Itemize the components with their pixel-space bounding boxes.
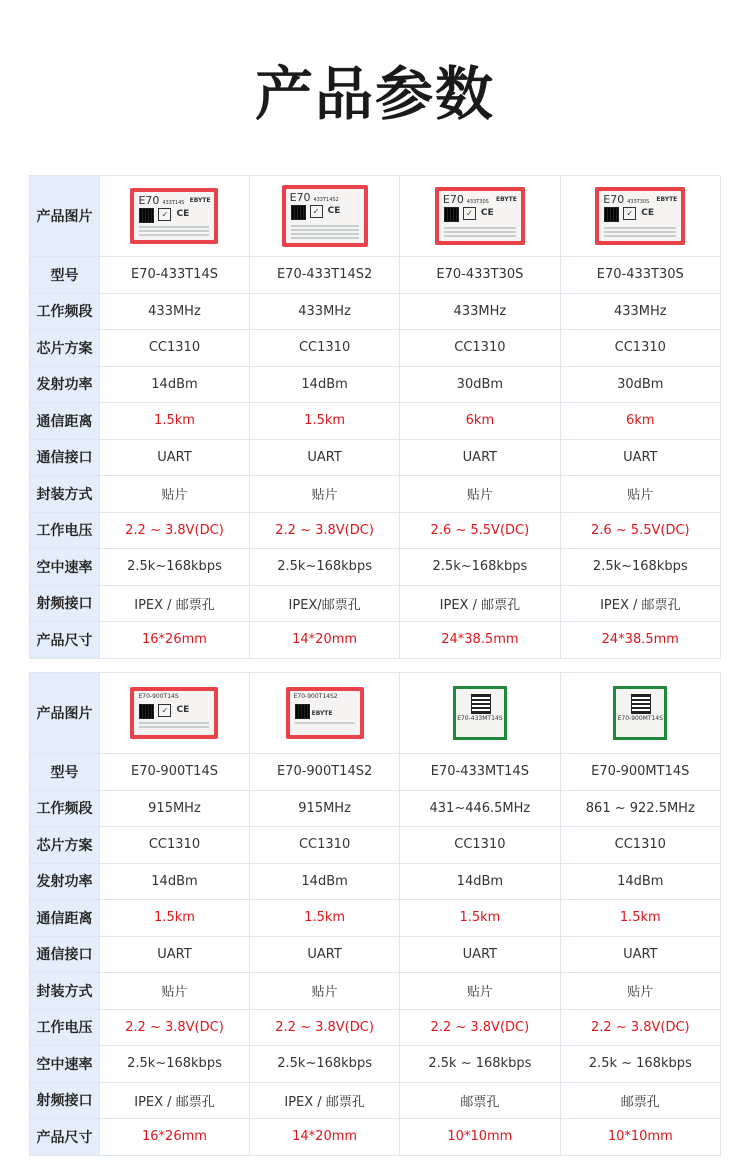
table-cell: 贴片 (400, 476, 560, 513)
table-cell: CC1310 (99, 827, 249, 864)
row-label: 产品尺寸 (30, 622, 100, 659)
module-image: E70 433T30S EBYTE ✓ CE (595, 187, 685, 245)
check-mark-icon: ✓ (158, 704, 171, 717)
table-row (30, 936, 721, 973)
module-image: E70-900T14S ✓ CE (130, 687, 218, 739)
table-row (30, 1082, 721, 1119)
product-image-cell (99, 176, 249, 257)
row-label: 发射功率 (30, 366, 100, 403)
table-cell: UART (99, 936, 249, 973)
spec-table-1 (29, 175, 721, 659)
table-cell: E70-433T30S (560, 257, 720, 294)
table-cell: 14*20mm (250, 1119, 400, 1156)
product-image-cell (400, 673, 560, 754)
table-cell: 2.5k~168kbps (560, 549, 720, 586)
table-row (30, 439, 721, 476)
table-cell: 1.5km (560, 900, 720, 937)
table-cell: 14dBm (250, 366, 400, 403)
row-label: 发射功率 (30, 863, 100, 900)
table-cell: IPEX / 邮票孔 (99, 585, 249, 622)
table-row (30, 257, 721, 294)
product-image-cell (250, 176, 400, 257)
row-label: 工作电压 (30, 1009, 100, 1046)
table-cell: IPEX / 邮票孔 (560, 585, 720, 622)
row-label: 产品尺寸 (30, 1119, 100, 1156)
table-row (30, 293, 721, 330)
table-cell: 14*20mm (250, 622, 400, 659)
table-row (30, 790, 721, 827)
row-label: 型号 (30, 257, 100, 294)
qr-code-icon (631, 694, 651, 714)
table-row (30, 585, 721, 622)
row-label: 芯片方案 (30, 330, 100, 367)
row-label: 工作频段 (30, 293, 100, 330)
table-cell: 2.6 ~ 5.5V(DC) (560, 512, 720, 549)
check-mark-icon: ✓ (463, 207, 476, 220)
table-cell: 贴片 (560, 476, 720, 513)
table-cell: 2.2 ~ 3.8V(DC) (250, 512, 400, 549)
check-mark-icon: ✓ (310, 205, 323, 218)
row-label: 射频接口 (30, 1082, 100, 1119)
table-cell: 30dBm (400, 366, 560, 403)
table-cell: 贴片 (99, 476, 249, 513)
row-label: 封装方式 (30, 973, 100, 1010)
table-cell: E70-433T14S (99, 257, 249, 294)
ce-mark-icon: CE (641, 208, 655, 218)
row-label: 芯片方案 (30, 827, 100, 864)
table-cell: 24*38.5mm (560, 622, 720, 659)
table-cell: 2.5k~168kbps (250, 1046, 400, 1083)
table-row (30, 330, 721, 367)
table-row (30, 863, 721, 900)
table-row (30, 1119, 721, 1156)
table-row (30, 622, 721, 659)
table-row (30, 549, 721, 586)
table-cell: 2.5k~168kbps (250, 549, 400, 586)
table-cell: 915MHz (250, 790, 400, 827)
table-cell: 431~446.5MHz (400, 790, 560, 827)
table-cell: 24*38.5mm (400, 622, 560, 659)
table-cell: 1.5km (250, 403, 400, 440)
table-cell: 1.5km (250, 900, 400, 937)
table-cell: 915MHz (99, 790, 249, 827)
table-row (30, 366, 721, 403)
table-cell: 10*10mm (400, 1119, 560, 1156)
row-label: 通信距离 (30, 403, 100, 440)
ce-mark-icon: CE (176, 705, 190, 715)
row-label: 通信接口 (30, 936, 100, 973)
table-row (30, 827, 721, 864)
table-cell: 贴片 (99, 973, 249, 1010)
table-cell: 2.2 ~ 3.8V(DC) (250, 1009, 400, 1046)
table-cell: 16*26mm (99, 622, 249, 659)
table-cell: 1.5km (99, 900, 249, 937)
qr-code-icon (604, 207, 619, 222)
table-cell: UART (400, 439, 560, 476)
product-image-cell (560, 176, 720, 257)
table-row (30, 973, 721, 1010)
table-cell: 2.6 ~ 5.5V(DC) (400, 512, 560, 549)
table-cell: IPEX / 邮票孔 (99, 1082, 249, 1119)
ebyte-logo-icon: EBYTE (189, 197, 211, 204)
table-cell: IPEX/邮票孔 (250, 585, 400, 622)
table-cell: 2.2 ~ 3.8V(DC) (560, 1009, 720, 1046)
row-label: 型号 (30, 754, 100, 791)
table-cell: 433MHz (99, 293, 249, 330)
table-cell: 14dBm (560, 863, 720, 900)
table-cell: 16*26mm (99, 1119, 249, 1156)
row-label: 产品图片 (30, 176, 100, 257)
table-cell: CC1310 (400, 827, 560, 864)
module-image: E70 433T14S2 ✓ CE (282, 185, 368, 247)
qr-code-icon (471, 694, 491, 714)
table-cell: 贴片 (400, 973, 560, 1010)
row-label: 工作频段 (30, 790, 100, 827)
table-cell: 2.5k ~ 168kbps (560, 1046, 720, 1083)
table-row (30, 673, 721, 754)
product-image-cell (560, 673, 720, 754)
ebyte-logo-icon: EBYTE (495, 196, 517, 203)
row-label: 产品图片 (30, 673, 100, 754)
table-row (30, 754, 721, 791)
qr-code-icon (295, 704, 310, 719)
check-mark-icon: ✓ (623, 207, 636, 220)
table-cell: CC1310 (99, 330, 249, 367)
table-cell: 1.5km (99, 403, 249, 440)
table-cell: 1.5km (400, 900, 560, 937)
table-cell: UART (400, 936, 560, 973)
check-mark-icon: ✓ (158, 208, 171, 221)
table-cell: E70-900T14S2 (250, 754, 400, 791)
table-cell: 2.5k~168kbps (99, 549, 249, 586)
table-cell: CC1310 (560, 330, 720, 367)
qr-code-icon (139, 704, 154, 719)
table-cell: 2.5k~168kbps (400, 549, 560, 586)
table-cell: CC1310 (250, 827, 400, 864)
row-label: 空中速率 (30, 1046, 100, 1083)
qr-code-icon (139, 208, 154, 223)
qr-code-icon (444, 207, 459, 222)
table-row (30, 476, 721, 513)
row-label: 射频接口 (30, 585, 100, 622)
product-image-cell (400, 176, 560, 257)
table-cell: UART (250, 439, 400, 476)
page-title: 产品参数 (254, 60, 495, 128)
product-image-cell (250, 673, 400, 754)
table-cell: E70-433T14S2 (250, 257, 400, 294)
qr-code-icon (291, 205, 306, 220)
ebyte-logo-icon: EBYTE (656, 196, 678, 203)
module-image: E70 433T30S EBYTE ✓ CE (435, 187, 525, 245)
table-cell: 10*10mm (560, 1119, 720, 1156)
table-cell: 30dBm (560, 366, 720, 403)
table-cell: UART (99, 439, 249, 476)
table-row (30, 900, 721, 937)
table-cell: IPEX / 邮票孔 (400, 585, 560, 622)
module-image: E70-900MT14S (613, 686, 667, 740)
table-row (30, 512, 721, 549)
table-cell: 贴片 (250, 973, 400, 1010)
table-cell: UART (250, 936, 400, 973)
table-cell: CC1310 (400, 330, 560, 367)
table-cell: 2.2 ~ 3.8V(DC) (99, 512, 249, 549)
ce-mark-icon: CE (327, 206, 341, 216)
table-cell: 433MHz (400, 293, 560, 330)
table-row (30, 176, 721, 257)
table-cell: CC1310 (560, 827, 720, 864)
row-label: 通信接口 (30, 439, 100, 476)
table-cell: 433MHz (560, 293, 720, 330)
table-cell: 2.2 ~ 3.8V(DC) (99, 1009, 249, 1046)
table-cell: 14dBm (250, 863, 400, 900)
table-cell: 433MHz (250, 293, 400, 330)
table-cell: 贴片 (250, 476, 400, 513)
table-row (30, 1009, 721, 1046)
table-cell: 邮票孔 (560, 1082, 720, 1119)
row-label: 工作电压 (30, 512, 100, 549)
table-cell: UART (560, 439, 720, 476)
product-image-cell (99, 673, 249, 754)
table-cell: 2.5k ~ 168kbps (400, 1046, 560, 1083)
row-label: 空中速率 (30, 549, 100, 586)
table-cell: 6km (400, 403, 560, 440)
table-cell: CC1310 (250, 330, 400, 367)
ce-mark-icon: CE (480, 208, 494, 218)
table-cell: 14dBm (99, 863, 249, 900)
table-cell: UART (560, 936, 720, 973)
table-cell: 邮票孔 (400, 1082, 560, 1119)
table-cell: 861 ~ 922.5MHz (560, 790, 720, 827)
table-cell: 6km (560, 403, 720, 440)
table-row (30, 1046, 721, 1083)
module-image: E70 433T14S EBYTE ✓ CE (130, 188, 218, 244)
row-label: 通信距离 (30, 900, 100, 937)
table-cell: E70-433MT14S (400, 754, 560, 791)
table-cell: E70-900MT14S (560, 754, 720, 791)
table-row (30, 403, 721, 440)
row-label: 封装方式 (30, 476, 100, 513)
table-cell: E70-433T30S (400, 257, 560, 294)
table-cell: 2.2 ~ 3.8V(DC) (400, 1009, 560, 1046)
table-cell: 2.5k~168kbps (99, 1046, 249, 1083)
table-cell: 14dBm (400, 863, 560, 900)
table-cell: IPEX / 邮票孔 (250, 1082, 400, 1119)
ebyte-logo-icon: EBYTE (311, 710, 333, 717)
spec-table-2 (29, 672, 721, 1156)
module-image: E70-433MT14S (453, 686, 507, 740)
module-image: E70-900T14S2 EBYTE (286, 687, 364, 739)
table-cell: E70-900T14S (99, 754, 249, 791)
table-cell: 14dBm (99, 366, 249, 403)
table-cell: 贴片 (560, 973, 720, 1010)
ce-mark-icon: CE (176, 209, 190, 219)
